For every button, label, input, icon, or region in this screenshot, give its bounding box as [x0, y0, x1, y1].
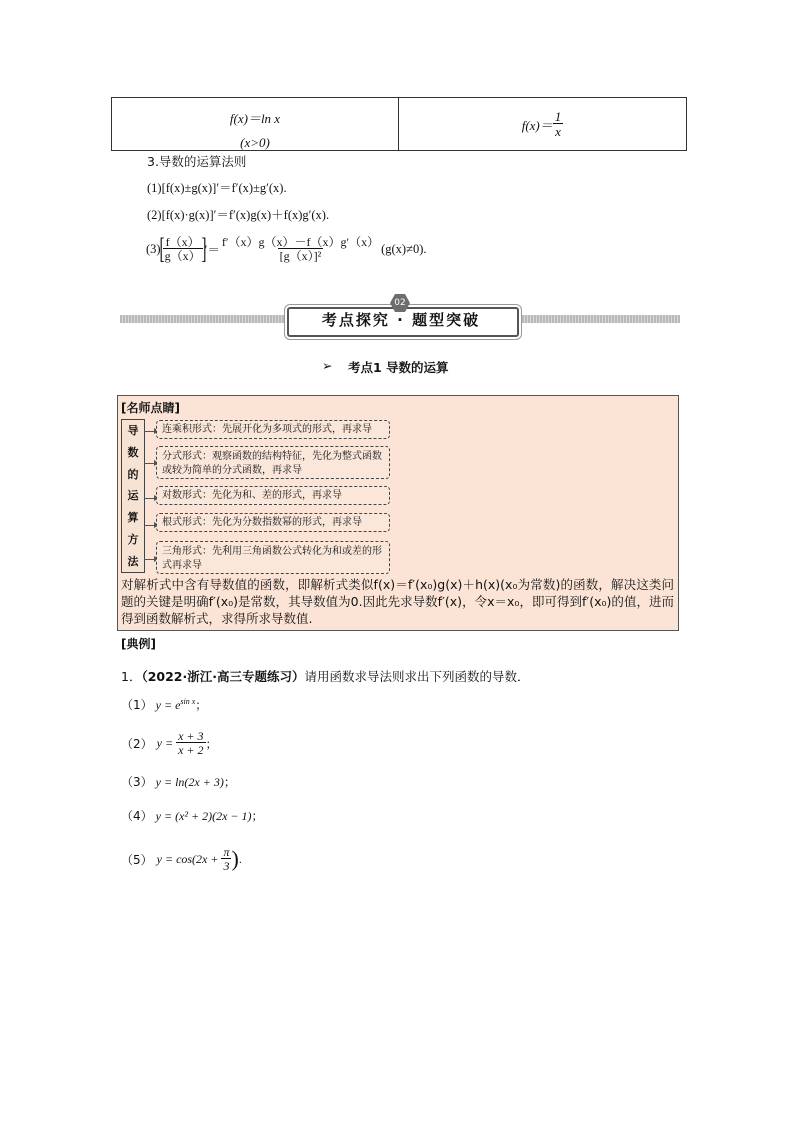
example-item-4: （4） y = (x² + 2)(2x − 1)；	[121, 809, 264, 823]
right-bracket: ]	[201, 232, 207, 265]
example-item-5: （5） y = cos(2x + $\frac{\pi}{3}$ ) .	[121, 845, 242, 873]
method-item-log: 对数形式：先化为和、差的形式，再求导	[156, 486, 390, 505]
rule-3-label: (3)	[146, 241, 161, 256]
example-item-3: （3） y = ln(2x + 3)；	[121, 775, 236, 789]
question-source: （2022·浙江·高三专题练习）	[141, 669, 305, 684]
question-1	[121, 667, 530, 685]
tip-title: [名师点睛]	[121, 401, 180, 415]
example-item-2: （2） y = $\frac{x + 3}{x + 2}$ ；	[121, 729, 218, 757]
example-item-1: （1） $y = e^{sin x}$；	[121, 697, 208, 712]
ln-formula: f(x)＝ln x	[229, 111, 281, 126]
table-cell-right	[399, 98, 686, 150]
item-5-fraction: $\frac{\pi}{3}$	[223, 845, 230, 873]
rule-1: (1)[f(x)±g(x)]′＝f′(x)±g′(x).	[147, 181, 287, 195]
rule-2: (2)[f(x)·g(x)]′＝f′(x)g(x)＋f(x)g′(x).	[147, 208, 330, 222]
method-item-trig: 三角形式：先利用三角函数公式转化为和或差的形式再求导	[156, 541, 390, 574]
rule-3-condition: (g(x)≠0).	[381, 241, 427, 256]
tip-paragraph: 对解析式中含有导数值的函数，即解析式类似f(x)＝f′(x₀)g(x)＋h(x)(x₀为常数)的函数，解决这类问题的关键是明确f′(x₀)是常数，其导数值为0.因此先求导数f′(x)，令x＝x₀，即可得到f′(x₀)的值，进而得到函数解析式，求得所求导数值.	[121, 577, 674, 626]
rule-3-prime: ′＝	[204, 243, 220, 257]
ln-condition: (x>0)	[240, 135, 270, 150]
subtitle-marker-icon: ➢	[322, 358, 333, 373]
rules-heading: 3.导数的运算法则	[147, 154, 247, 169]
method-vertical-label: 导 数 的 运 算 方 法	[121, 419, 145, 573]
method-item-radical: 根式形式：先化为分数指数幂的形式，再求导	[156, 513, 390, 532]
item-2-fraction: $\frac{x + 3}{x + 2}$	[178, 729, 204, 757]
method-item-product: 连乘积形式：先展开化为多项式的形式，再求导	[156, 420, 390, 439]
left-bracket: [	[159, 232, 165, 265]
method-item-fraction: 分式形式：观察函数的结构特征，先化为整式函数或较为简单的分式函数，再求导	[156, 446, 390, 479]
rule-3-fraction: $\frac{f'(x)g(x)-f(x)g'(x)}{\text{[g（x）]²}}$	[221, 235, 380, 263]
question-text: 请用函数求导法则求出下列函数的导数．	[304, 669, 530, 684]
banner-number: 02	[394, 298, 406, 308]
rule-3-inner-fraction: $\frac{f(x)}{g(x)}$	[164, 235, 201, 263]
reciprocal-fraction: $\frac{1}{x}$	[554, 109, 562, 139]
example-title: [典例]	[121, 637, 156, 651]
rule-3	[146, 229, 426, 269]
question-number: 1．	[121, 669, 142, 684]
reciprocal-prefix: f(x)＝	[521, 117, 553, 133]
table-cell-left	[112, 98, 398, 150]
section-subtitle: 考点1 导数的运算	[348, 360, 449, 375]
banner-title: 考点探究 · 题型突破	[321, 311, 481, 329]
formula-table	[111, 97, 687, 151]
